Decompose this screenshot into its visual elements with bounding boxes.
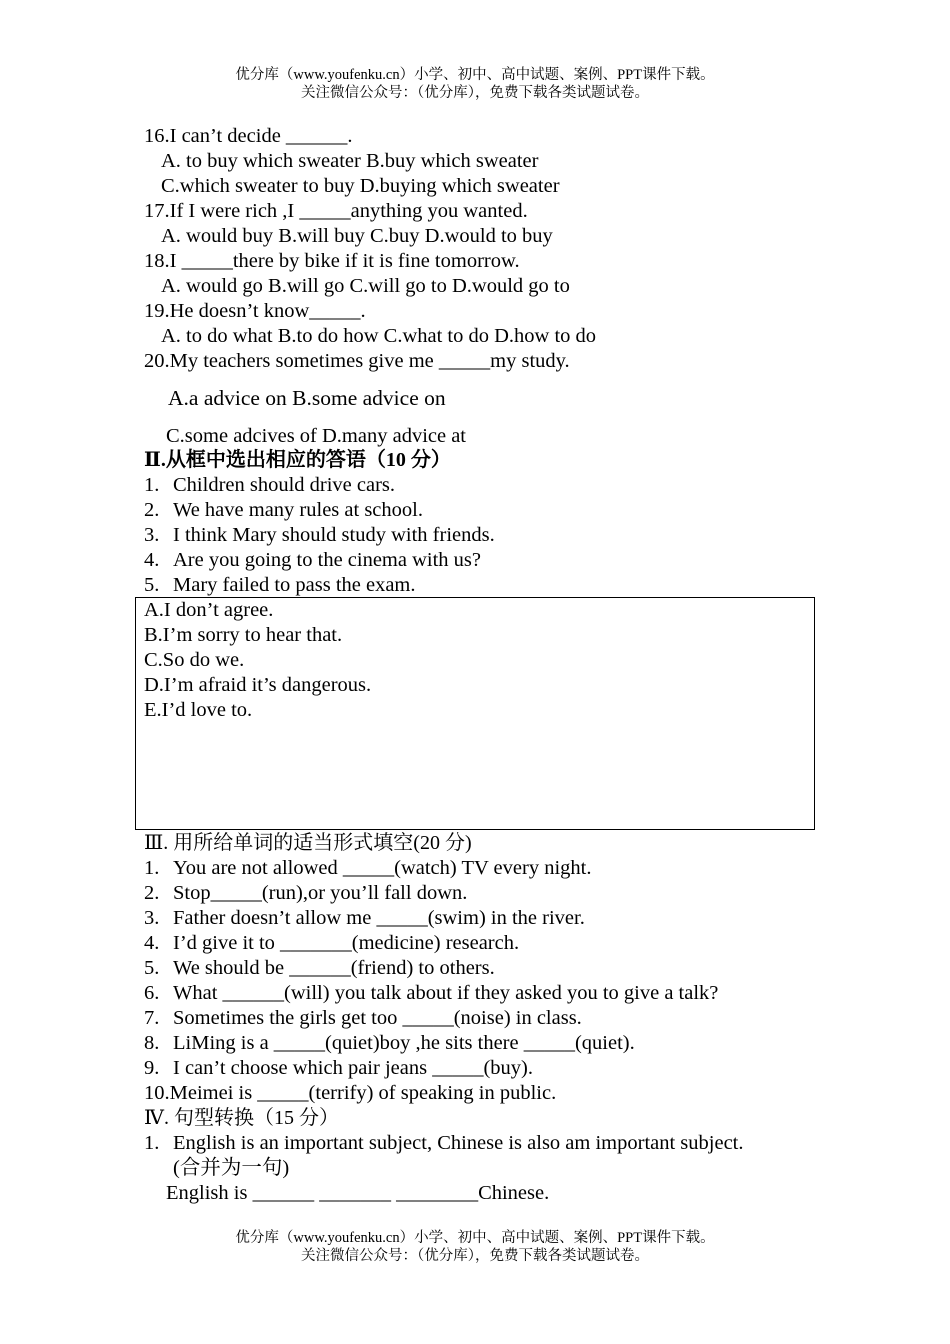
page-footer bbox=[0, 1229, 950, 1265]
question-20-stem: 20.My teachers sometimes give me _____my study. bbox=[144, 350, 570, 372]
item-number: 1. bbox=[144, 474, 160, 496]
item-number: 7. bbox=[144, 1007, 160, 1029]
item-text: You are not allowed _____(watch) TV every night. bbox=[173, 857, 592, 879]
section-4-item-answer: English is ______ _______ ________Chinese. bbox=[166, 1182, 550, 1204]
page-header bbox=[0, 66, 950, 102]
question-20-options-1: A.a advice on B.some advice on bbox=[168, 386, 446, 410]
section-3-title: Ⅲ. 用所给单词的适当形式填空(20 分) bbox=[144, 832, 472, 854]
answer-choice: C.So do we. bbox=[144, 649, 245, 671]
answer-choice: E.I’d love to. bbox=[144, 699, 253, 721]
item-text: We should be ______(friend) to others. bbox=[173, 957, 495, 979]
item-number: 1. bbox=[144, 857, 160, 879]
section-3-item bbox=[144, 1006, 582, 1031]
item-text: English is an important subject, Chinese is also am important subject. bbox=[173, 1132, 744, 1154]
item-text: Meimei is _____(terrify) of speaking in public. bbox=[169, 1082, 557, 1104]
item-number: 8. bbox=[144, 1032, 160, 1054]
answer-choice: A.I don’t agree. bbox=[144, 599, 274, 621]
section-3-item bbox=[144, 931, 519, 956]
item-number: 6. bbox=[144, 982, 160, 1004]
section-3-item bbox=[144, 1031, 635, 1056]
section-2-item bbox=[144, 573, 416, 598]
item-number: 3. bbox=[144, 907, 160, 929]
section-3-item bbox=[144, 1081, 556, 1106]
item-text: Mary failed to pass the exam. bbox=[173, 574, 416, 596]
item-text: Are you going to the cinema with us? bbox=[173, 549, 482, 571]
section-2-title: Ⅱ.从框中选出相应的答语（10 分） bbox=[144, 449, 451, 471]
question-19-options: A. to do what B.to do how C.what to do D.how to do bbox=[161, 325, 597, 347]
item-text: I think Mary should study with friends. bbox=[173, 524, 495, 546]
section-4-title: Ⅳ. 句型转换（15 分） bbox=[144, 1107, 339, 1129]
answer-choice: B.I’m sorry to hear that. bbox=[144, 624, 343, 646]
header-line-1: 优分库（www.youfenku.cn）小学、初中、高中试题、案例、PPT课件下载。 bbox=[235, 67, 715, 83]
question-19-stem: 19.He doesn’t know_____. bbox=[144, 300, 366, 322]
question-17-options: A. would buy B.will buy C.buy D.would to buy bbox=[161, 225, 553, 247]
item-number: 5. bbox=[144, 574, 160, 596]
item-number: 2. bbox=[144, 499, 160, 521]
question-18-options: A. would go B.will go C.will go to D.would go to bbox=[161, 275, 570, 297]
question-17-stem: 17.If I were rich ,I _____anything you wanted. bbox=[144, 200, 528, 222]
item-text: I can’t choose which pair jeans _____(buy). bbox=[173, 1057, 533, 1079]
item-text: Sometimes the girls get too _____(noise) in class. bbox=[173, 1007, 582, 1029]
section-3-item bbox=[144, 856, 591, 881]
answer-choice: D.I’m afraid it’s dangerous. bbox=[144, 674, 372, 696]
item-number: 5. bbox=[144, 957, 160, 979]
section-3-item bbox=[144, 881, 467, 906]
section-3-item bbox=[144, 1056, 533, 1081]
item-number: 9. bbox=[144, 1057, 160, 1079]
item-text: Father doesn’t allow me _____(swim) in the river. bbox=[173, 907, 585, 929]
item-number: 10. bbox=[144, 1082, 170, 1104]
section-4-item-note: (合并为一句) bbox=[173, 1157, 290, 1179]
item-text: What ______(will) you talk about if they asked you to give a talk? bbox=[173, 982, 719, 1004]
item-number: 3. bbox=[144, 524, 160, 546]
section-2-item bbox=[144, 498, 423, 523]
item-text: Stop_____(run),or you’ll fall down. bbox=[173, 882, 468, 904]
question-16-options-2: C.which sweater to buy D.buying which sweater bbox=[161, 175, 560, 197]
footer-line-1: 优分库（www.youfenku.cn）小学、初中、高中试题、案例、PPT课件下载。 bbox=[235, 1230, 715, 1246]
item-text: I’d give it to _______(medicine) research. bbox=[173, 932, 520, 954]
item-text: Children should drive cars. bbox=[173, 474, 396, 496]
footer-line-2: 关注微信公众号：（优分库），免费下载各类试题试卷。 bbox=[301, 1248, 649, 1264]
question-16-stem: 16.I can’t decide ______. bbox=[144, 125, 353, 147]
section-2-item bbox=[144, 523, 495, 548]
section-2-item bbox=[144, 473, 395, 498]
section-3-item bbox=[144, 956, 495, 981]
item-number: 1. bbox=[144, 1132, 160, 1154]
question-18-stem: 18.I _____there by bike if it is fine tomorrow. bbox=[144, 250, 520, 272]
question-20-options-2: C.some adcives of D.many advice at bbox=[166, 425, 467, 447]
question-16-options-1: A. to buy which sweater B.buy which sweater bbox=[161, 150, 539, 172]
item-number: 4. bbox=[144, 549, 160, 571]
section-2-item bbox=[144, 548, 481, 573]
item-text: LiMing is a _____(quiet)boy ,he sits there _____(quiet). bbox=[173, 1032, 635, 1054]
item-number: 4. bbox=[144, 932, 160, 954]
section-3-item bbox=[144, 906, 585, 931]
item-text: We have many rules at school. bbox=[173, 499, 423, 521]
item-number: 2. bbox=[144, 882, 160, 904]
header-line-2: 关注微信公众号：（优分库），免费下载各类试题试卷。 bbox=[301, 85, 649, 101]
section-4-item bbox=[144, 1131, 744, 1156]
section-3-item bbox=[144, 981, 718, 1006]
